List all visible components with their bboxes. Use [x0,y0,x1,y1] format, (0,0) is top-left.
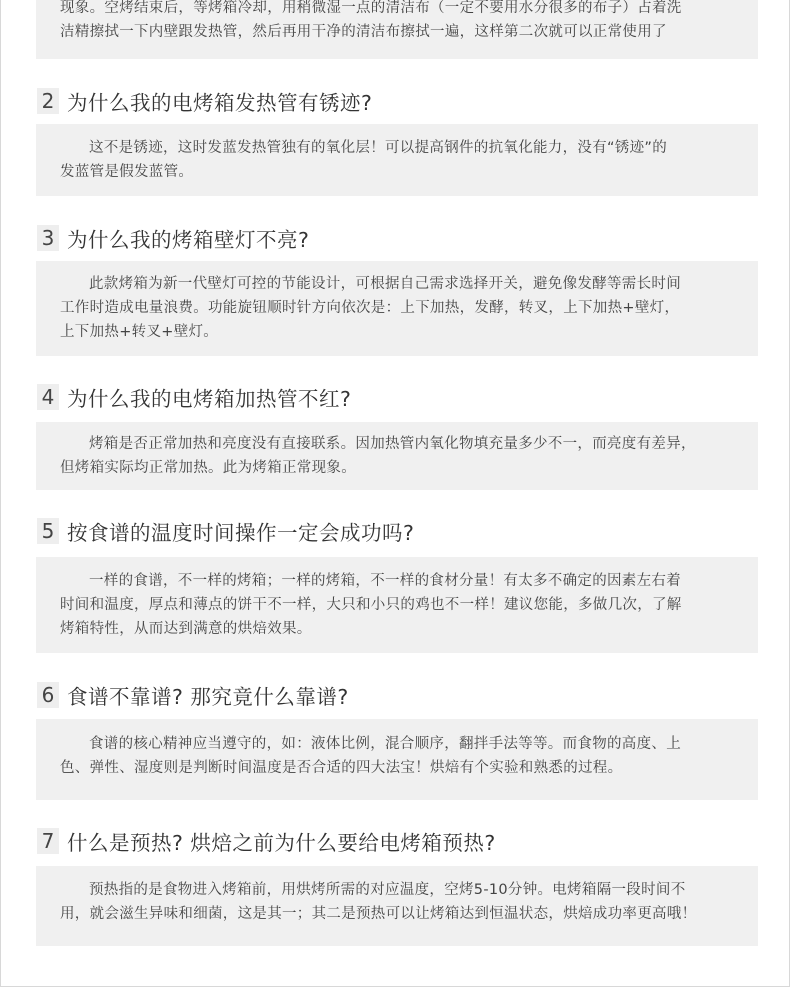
answer-box-1 [36,0,758,59]
question-text: 什么是预热? 烘焙之前为什么要给电烤箱预热? [67,831,496,855]
faq-question-2 [37,86,372,116]
faq-question-3 [37,223,309,253]
answer-box-7 [36,866,758,946]
answer-line: 但烤箱实际均正常加热。此为烤箱正常现象。 [60,460,356,476]
question-text: 为什么我的烤箱壁灯不亮? [67,228,310,252]
answer-line: 时间和温度，厚点和薄点的饼干不一样，大只和小只的鸡也不一样！建议您能，多做几次，了解 [60,597,682,613]
faq-question-6 [37,680,349,710]
question-number: 5 [37,518,59,544]
faq-question-5 [37,516,414,546]
question-number: 2 [37,88,59,114]
answer-line: 预热指的是食物进入烤箱前，用烘烤所需的对应温度，空烤5-10分钟。电烤箱隔一段时间不 [89,882,686,898]
answer-line: 用，就会滋生异味和细菌，这是其一；其二是预热可以让烤箱达到恒温状态，烘焙成功率更高哦！ [60,906,697,922]
answer-line: 一样的食谱，不一样的烤箱；一样的烤箱，不一样的食材分量！有太多不确定的因素左右着 [89,573,681,589]
answer-box-6 [36,719,758,800]
question-text: 按食谱的温度时间操作一定会成功吗? [67,521,415,545]
answer-line: 现象。空烤结束后，等烤箱冷却，用稍微湿一点的清洁布（一定不要用水分很多的布子）占着洗 [60,0,682,16]
answer-box-3 [36,261,758,356]
question-number: 3 [37,225,59,251]
answer-line: 这不是锈迹，这时发蓝发热管独有的氧化层！可以提高钢件的抗氧化能力，没有“锈迹”的 [89,140,668,156]
answer-box-2 [36,124,758,196]
question-text: 为什么我的电烤箱加热管不红? [67,387,352,411]
answer-box-4 [36,422,758,490]
answer-line: 发蓝管是假发蓝管。 [60,164,194,180]
question-number: 4 [37,384,59,410]
question-number: 7 [37,828,59,854]
answer-line: 烤箱是否正常加热和亮度没有直接联系。因加热管内氧化物填充量多少不一，而亮度有差异， [89,436,696,452]
question-text: 食谱不靠谱? 那究竟什么靠谱? [67,685,349,709]
answer-line: 色、弹性、湿度则是判断时间温度是否合适的四大法宝！烘焙有个实验和熟悉的过程。 [60,760,623,776]
answer-line: 此款烤箱为新一代壁灯可控的节能设计，可根据自己需求选择开关，避免像发酵等需长时间 [89,276,681,292]
answer-line: 洁精擦拭一下内壁跟发热管，然后再用干净的清洁布擦拭一遍，这样第二次就可以正常使用了 [60,24,667,40]
answer-line: 上下加热+转叉+壁灯。 [60,324,219,340]
faq-question-4 [37,382,351,412]
answer-box-5 [36,557,758,653]
answer-line: 食谱的核心精神应当遵守的，如：液体比例，混合顺序，翻拌手法等等。而食物的高度、上 [89,736,681,752]
faq-question-7 [37,826,496,856]
question-number: 6 [37,682,59,708]
answer-line: 烤箱特性，从而达到满意的烘焙效果。 [60,621,312,637]
question-text: 为什么我的电烤箱发热管有锈迹? [67,91,373,115]
answer-line: 工作时造成电量浪费。功能旋钮顺时针方向依次是：上下加热，发酵，转叉，上下加热+壁灯， [60,300,680,316]
